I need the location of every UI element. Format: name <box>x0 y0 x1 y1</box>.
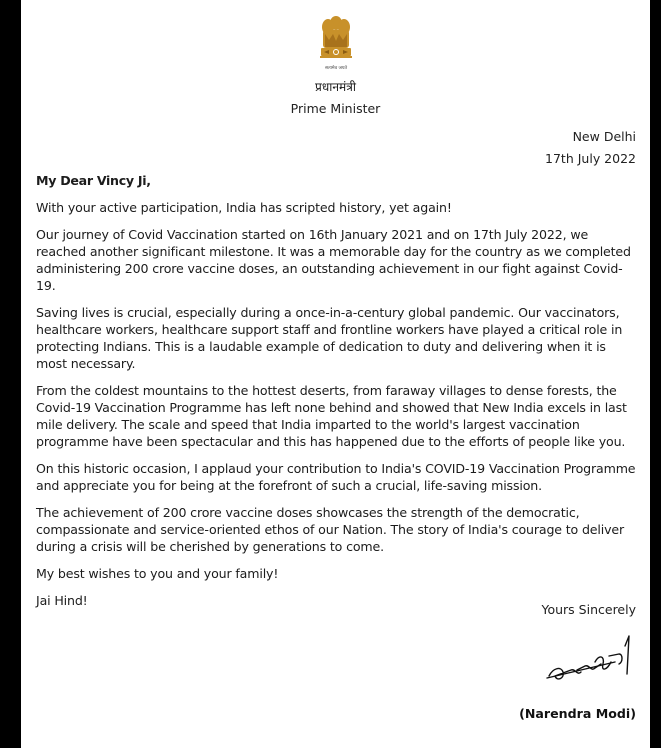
letter-date: 17th July 2022 <box>545 151 636 166</box>
emblem-motto: सत्यमेव जयते <box>324 66 348 71</box>
paragraph: My best wishes to you and your family! <box>36 566 279 581</box>
national-emblem-icon <box>319 14 353 72</box>
paragraph: On this historic occasion, I applaud your contribution to India's COVID-19 Vaccination Programme and appreciate you for being at the forefront of such a crucial, life-saving mission. <box>36 461 636 493</box>
paragraph: Jai Hind! <box>36 593 88 608</box>
letter-body <box>36 172 637 619</box>
paragraph: The achievement of 200 crore vaccine doses showcases the strength of the democratic, compassionate and service-oriented ethos of our Nation. The story of India's courage to deliver during a crisis will be cherished by generations to come. <box>36 505 625 554</box>
letter-page <box>21 0 650 748</box>
handwritten-signature-icon <box>541 632 639 690</box>
closing: Yours Sincerely <box>541 602 636 617</box>
paragraph: Our journey of Covid Vaccination started on 16th January 2021 and on 17th July 2022, we reached another significant milestone. It was a memorable day for the country as we completed administering 200 crore vaccine doses, an outstanding achievement in our fight against Covid-19. <box>36 227 631 293</box>
title-english: Prime Minister <box>290 101 381 116</box>
paragraph: From the coldest mountains to the hottest deserts, from faraway villages to dense forests, the Covid-19 Vaccination Programme has left none behind and showed that New India excels in last mile delivery. The scale and speed that India imparted to the world's largest vaccination programme have been spectacular and this has happened due to the efforts of people like you. <box>36 383 627 449</box>
letter-place: New Delhi <box>572 129 636 144</box>
paragraph: Saving lives is crucial, especially during a once-in-a-century global pandemic. Our vaccinators, healthcare workers, healthcare support staff and frontline workers have played a critical role in protecting Indians. This is a laudable example of dedication to duty and delivering when it is most necessary. <box>36 305 623 371</box>
signer-name: (Narendra Modi) <box>519 706 636 721</box>
paragraph: With your active participation, India has scripted history, yet again! <box>36 200 452 215</box>
title-hindi: प्रधानमंत्री <box>315 80 356 94</box>
salutation: My Dear Vincy Ji, <box>36 173 151 188</box>
